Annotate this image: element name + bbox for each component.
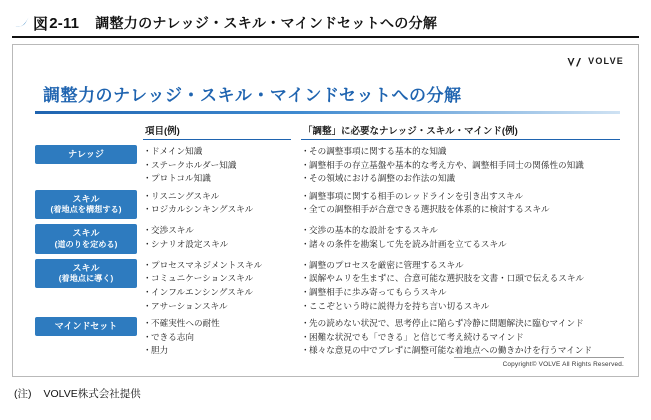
item-text: シナリオ設定スキル — [151, 238, 229, 249]
breakdown-table — [35, 123, 620, 357]
table-row — [143, 345, 620, 357]
detail-cell — [291, 287, 620, 299]
item-cell — [143, 345, 291, 357]
bullet-icon: ・ — [301, 286, 310, 297]
item-cell — [143, 332, 291, 344]
item-text: できる志向 — [151, 331, 194, 342]
item-text: ステークホルダー知識 — [151, 159, 237, 170]
bullet-icon: ・ — [301, 173, 310, 184]
item-text: 不確実性への耐性 — [151, 318, 220, 329]
detail-cell — [291, 225, 620, 237]
detail-text: 困難な状況でも「できる」と信じて考え続けるマインド — [309, 331, 524, 342]
table-header-row — [35, 123, 620, 140]
table-row — [143, 204, 620, 216]
detail-cell — [291, 173, 620, 185]
detail-cell — [291, 260, 620, 272]
detail-column-header: 「調整」に必要なナレッジ・スキル・マインド(例) — [301, 123, 620, 140]
detail-cell — [291, 160, 620, 172]
item-cell — [143, 273, 291, 285]
bullet-icon: ・ — [301, 238, 310, 249]
detail-cell — [291, 318, 620, 330]
item-text: アサーションスキル — [151, 300, 228, 311]
table-row — [143, 301, 620, 313]
detail-cell — [291, 273, 620, 285]
category-sublabel: (道のりを定める) — [54, 239, 118, 249]
category-sublabel: (着地点に導く) — [58, 274, 114, 284]
figure-number: 2-11 — [49, 14, 80, 32]
group-rows — [143, 145, 620, 185]
category-badge — [35, 259, 137, 289]
detail-cell — [291, 191, 620, 203]
item-cell — [143, 225, 291, 237]
category-column-header — [35, 123, 143, 140]
item-text: ロジカルシンキングスキル — [151, 204, 254, 215]
column-gap — [291, 123, 301, 140]
bullet-icon: ・ — [143, 225, 152, 236]
table-row — [143, 273, 620, 285]
bullet-icon: ・ — [143, 204, 152, 215]
brand-logo — [567, 55, 624, 66]
detail-text: その調整事項に関する基本的な知識 — [309, 146, 447, 156]
footnote — [14, 386, 141, 401]
table-row — [143, 160, 620, 172]
detail-text: 調整相手に歩み寄ってもらうスキル — [309, 286, 447, 297]
group-rows — [143, 317, 620, 357]
detail-cell — [291, 204, 620, 216]
detail-cell — [291, 146, 620, 158]
figure-badge — [14, 13, 79, 34]
bullet-icon: ・ — [301, 300, 310, 311]
table-row — [143, 260, 620, 272]
category-label: ナレッジ — [68, 149, 104, 159]
category-label: スキル — [72, 228, 100, 239]
bullet-icon: ・ — [301, 204, 310, 215]
bullet-icon: ・ — [301, 190, 310, 201]
category-badge — [35, 145, 137, 164]
item-text: 交渉スキル — [151, 225, 194, 236]
group-rows — [143, 190, 620, 216]
bullet-icon: ・ — [301, 159, 310, 170]
bullet-icon: ・ — [301, 225, 310, 236]
category-badge — [35, 190, 137, 220]
table-row — [143, 332, 620, 344]
bullet-icon: ・ — [143, 300, 152, 311]
table-row — [143, 239, 620, 251]
footnote-mark: (注) — [14, 388, 32, 400]
item-cell — [143, 260, 291, 272]
bullet-icon: ・ — [301, 318, 310, 329]
item-text: プロトコル知識 — [151, 173, 211, 184]
detail-text: 調整事項に関する相手のレッドラインを引き出すスキル — [309, 190, 524, 201]
item-cell — [143, 173, 291, 185]
item-cell — [143, 160, 291, 172]
item-text: プロセスマネジメントスキル — [151, 259, 263, 270]
detail-text: その領域における調整のお作法の知識 — [309, 173, 456, 184]
detail-text: 全ての調整相手が合意できる選択肢を体系的に検討するスキル — [309, 204, 550, 215]
item-cell — [143, 318, 291, 330]
table-row — [143, 287, 620, 299]
detail-cell — [291, 332, 620, 344]
detail-text: 交渉の基本的な設計をするスキル — [309, 225, 438, 236]
detail-text: 調整のプロセスを厳密に管理するスキル — [309, 259, 464, 270]
bullet-icon: ・ — [143, 173, 152, 184]
brand-name: VOLVE — [588, 55, 624, 66]
bullet-icon: ・ — [301, 345, 310, 356]
title-underline — [35, 111, 620, 114]
category-label: マインドセット — [54, 321, 118, 332]
volve-chevron-icon — [567, 55, 584, 66]
detail-text: 様々な意見の中でブレずに調整可能な着地点への働きかけを行うマインド — [309, 345, 593, 356]
detail-text: 先の読めない状況で、思考停止に陥らず冷静に問題解決に臨むマインド — [309, 318, 584, 329]
item-cell — [143, 204, 291, 216]
table-group — [35, 145, 620, 185]
table-row — [143, 191, 620, 203]
figure-title: 調整力のナレッジ・スキル・マインドセットへの分解 — [95, 15, 438, 31]
category-sublabel: (着地点を構想する) — [50, 205, 122, 215]
item-cell — [143, 239, 291, 251]
detail-text: ここぞという時に説得力を持ち言い切るスキル — [309, 300, 490, 311]
detail-text: 諸々の条件を勘案して先を読み計画を立てるスキル — [309, 238, 507, 249]
group-rows — [143, 224, 620, 250]
footnote-text: VOLVE株式会社提供 — [43, 388, 141, 400]
category-badge — [35, 317, 137, 336]
bullet-icon: ・ — [301, 259, 310, 270]
bullet-icon: ・ — [143, 190, 152, 201]
item-text: 胆力 — [151, 345, 169, 356]
item-cell — [143, 301, 291, 313]
item-cell — [143, 191, 291, 203]
table-group — [35, 224, 620, 254]
table-row — [143, 225, 620, 237]
bullet-icon: ・ — [143, 345, 152, 356]
table-group — [35, 317, 620, 357]
item-cell — [143, 146, 291, 158]
bullet-icon: ・ — [301, 331, 310, 342]
bullet-icon: ・ — [301, 146, 310, 156]
detail-cell — [291, 301, 620, 313]
slide-card — [12, 44, 639, 377]
bullet-icon: ・ — [143, 146, 152, 156]
item-column-header: 項目(例) — [143, 123, 291, 140]
category-badge — [35, 224, 137, 254]
detail-cell — [291, 345, 620, 357]
figure-header — [0, 8, 651, 38]
detail-text: 誤解やムリを生まずに、合意可能な選択肢を文書・口頭で伝えるスキル — [309, 273, 584, 284]
table-group — [35, 190, 620, 220]
figure-badge-label: 図 — [33, 15, 49, 33]
table-group — [35, 259, 620, 312]
bullet-icon: ・ — [301, 273, 310, 284]
copyright-text: Copyright© VOLVE All Rights Reserved. — [502, 361, 624, 368]
item-text: インフルエンシングスキル — [151, 286, 254, 297]
item-text: ドメイン知識 — [151, 146, 203, 156]
copyright-divider — [454, 357, 624, 358]
category-label: スキル — [72, 193, 100, 204]
bullet-icon: ・ — [143, 159, 152, 170]
bullet-icon: ・ — [143, 331, 152, 342]
category-label: スキル — [72, 262, 100, 273]
table-row — [143, 173, 620, 185]
item-cell — [143, 287, 291, 299]
bullet-icon: ・ — [143, 273, 152, 284]
header-divider — [12, 36, 639, 38]
bullet-icon: ・ — [143, 286, 152, 297]
bullet-icon: ・ — [143, 259, 152, 270]
table-row — [143, 146, 620, 158]
item-text: リスニングスキル — [151, 190, 220, 201]
bullet-icon: ・ — [143, 318, 152, 329]
bullet-icon: ・ — [143, 238, 152, 249]
table-row — [143, 318, 620, 330]
slide-title: 調整力のナレッジ・スキル・マインドセットへの分解 — [43, 86, 462, 105]
group-rows — [143, 259, 620, 312]
detail-cell — [291, 239, 620, 251]
detail-text: 調整相手の存立基盤や基本的な考え方や、調整相手同士の関係性の知識 — [309, 159, 584, 170]
item-text: コミュニケーションスキル — [151, 273, 254, 284]
figure-swoosh-icon — [14, 15, 30, 31]
